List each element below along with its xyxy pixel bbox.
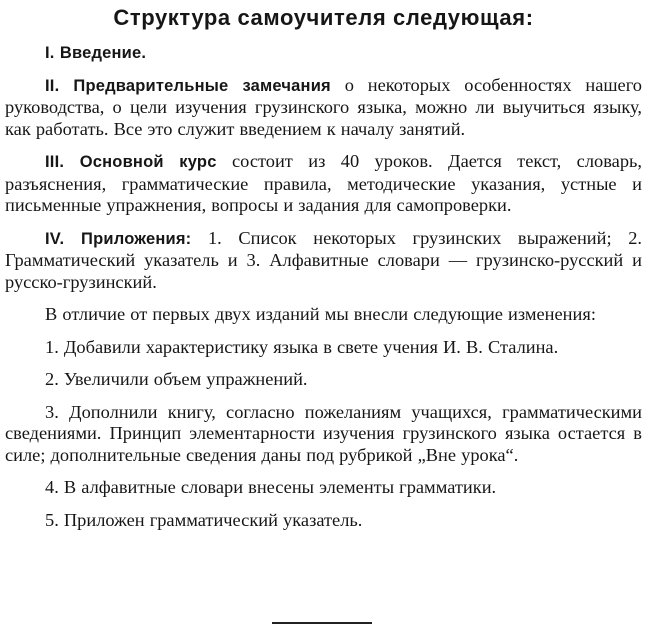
change-item-1: 1. Добавили характеристику языка в свете учения И. В. Сталина. xyxy=(45,336,559,357)
section-heading: III. Основной курс xyxy=(45,153,217,171)
change-item-4: 4. В алфавитные словари внесены элементы грамматики. xyxy=(45,477,497,497)
change-item-3: 3. Дополнили книгу, согласно пожеланиям учащихся, грамматическими сведениями. Принцип элементарности изучения грузинского языка остается в силе; дополнительные сведения даны под рубрикой „Вне урока“. xyxy=(5,401,642,465)
section-text: о некоторых особенностях нашего руководства, о цели изучения грузинского языка, можно ли выучиться языку, как работать. Все это служит введением к началу занятий. xyxy=(5,74,642,139)
change-item-5: 5. Приложен грамматический указатель. xyxy=(45,509,363,530)
changes-intro: В отличие от первых двух изданий мы внесли следующие изменения: xyxy=(45,304,596,324)
section-heading: IV. Приложения: xyxy=(45,229,192,248)
section-divider xyxy=(272,622,372,624)
section-main-course xyxy=(5,151,642,217)
section-appendices xyxy=(5,228,642,294)
section-heading: I. Введение. xyxy=(45,44,147,62)
section-heading: II. Предварительные замечания xyxy=(45,76,331,95)
section-preliminary-remarks xyxy=(5,75,642,141)
section-text: 1. Список некоторых грузинских выражений; 2. Грамматический указатель и 3. Алфавитные словари — грузинско-русский и русско-грузинский. xyxy=(5,227,642,292)
section-text: состоит из 40 уроков. Дается текст, словарь, разъяснения, грамматические правила, методические указания, устные и письменные упражнения, вопросы и задания для самопроверки. xyxy=(5,151,642,215)
change-item-2: 2. Увеличили объем упражнений. xyxy=(45,369,308,389)
page-title: Структура самоучителя следующая: xyxy=(113,5,534,30)
section-introduction xyxy=(5,42,642,65)
